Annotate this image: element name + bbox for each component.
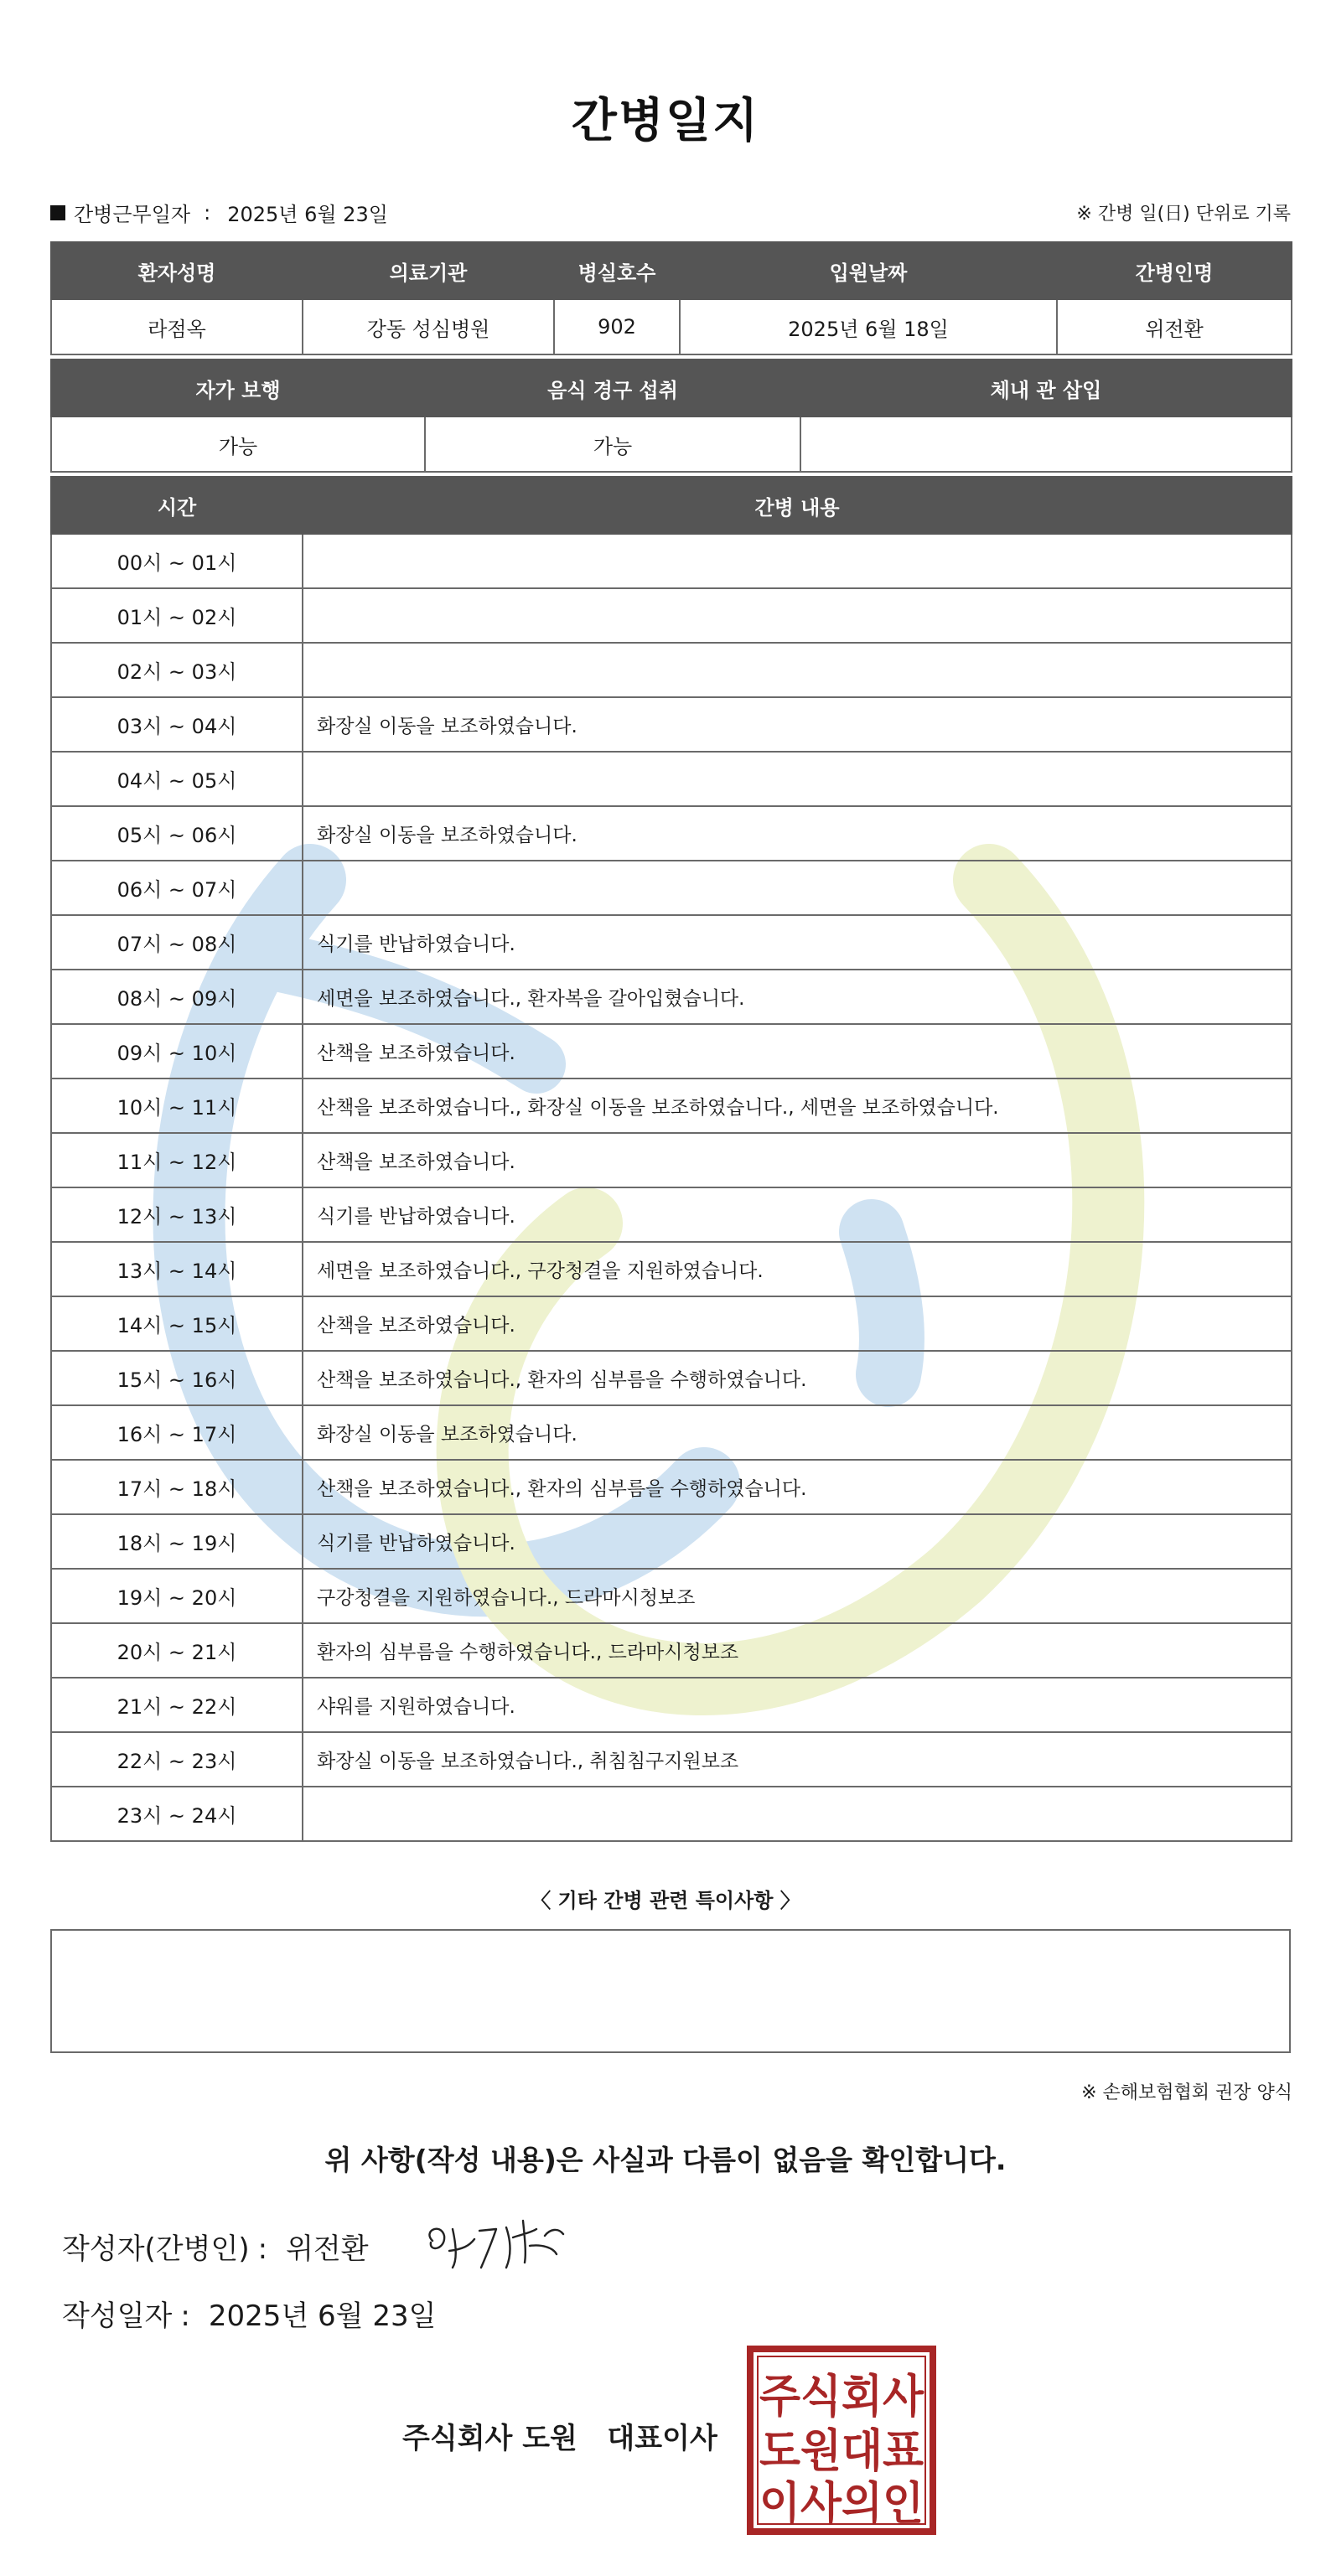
ability-header-row: [51, 360, 1292, 416]
care-content: 구강청결을 지원하였습니다., 드라마시청보조: [303, 1569, 1292, 1623]
care-content: 환자의 심부름을 수행하였습니다., 드라마시청보조: [303, 1623, 1292, 1678]
header-patient-name: 환자성명: [51, 242, 303, 299]
care-log-table: [50, 476, 1292, 1842]
seal-line-2: 도원대표: [759, 2424, 924, 2477]
time-slot: 16시 ~ 17시: [51, 1405, 303, 1460]
time-slot: 08시 ~ 09시: [51, 970, 303, 1024]
writer-label: 작성자(간병인): [62, 2232, 250, 2266]
patient-value-row: [51, 299, 1292, 354]
care-content: [303, 643, 1292, 697]
time-slot: 06시 ~ 07시: [51, 861, 303, 915]
header-oral-intake: 음식 경구 섭취: [425, 360, 800, 416]
care-content: [303, 752, 1292, 806]
daily-record-note: ※ 간병 일(日) 단위로 기록: [1076, 204, 1291, 225]
document-title: 간병일지: [571, 94, 760, 148]
care-content: 식기를 반납하였습니다.: [303, 915, 1292, 970]
writer-line: 작성자(간병인) : 위전환: [62, 2232, 369, 2266]
care-content: 화장실 이동을 보조하였습니다., 취침침구지원보조: [303, 1732, 1292, 1787]
care-content: 세면을 보조하였습니다., 구강청결을 지원하였습니다.: [303, 1242, 1292, 1296]
care-content: [303, 588, 1292, 643]
care-content: 산책을 보조하였습니다., 환자의 심부름을 수행하였습니다.: [303, 1351, 1292, 1405]
time-slot: 12시 ~ 13시: [51, 1187, 303, 1242]
care-content: 샤워를 지원하였습니다.: [303, 1678, 1292, 1732]
time-slot: 11시 ~ 12시: [51, 1133, 303, 1187]
time-slot: 01시 ~ 02시: [51, 588, 303, 643]
meta-row: 간병근무일자 : 2025년 6월 23일 ※ 간병 일(日) 단위로 기록: [50, 198, 1291, 228]
time-slot: 13시 ~ 14시: [51, 1242, 303, 1296]
table-row: [51, 1569, 1292, 1623]
table-row: [51, 1296, 1292, 1351]
time-slot: 05시 ~ 06시: [51, 806, 303, 861]
time-slot: 21시 ~ 22시: [51, 1678, 303, 1732]
time-slot: 07시 ~ 08시: [51, 915, 303, 970]
oral-intake-value: 가능: [425, 416, 800, 472]
table-row: [51, 1787, 1292, 1841]
patient-info-table: [50, 241, 1292, 355]
work-date-value: 2025년 6월 23일: [227, 203, 388, 226]
time-slot: 02시 ~ 03시: [51, 643, 303, 697]
remarks-title: 〈 기타 간병 관련 특이사항 〉: [531, 1889, 800, 1912]
table-row: [51, 806, 1292, 861]
care-content: 식기를 반납하였습니다.: [303, 1187, 1292, 1242]
table-row: [51, 1351, 1292, 1405]
table-row: [51, 697, 1292, 752]
patient-name: 라점옥: [51, 299, 303, 354]
time-slot: 15시 ~ 16시: [51, 1351, 303, 1405]
write-date-line: 작성일자 : 2025년 6월 23일: [62, 2299, 437, 2333]
tube-insertion-value: [800, 416, 1292, 472]
care-content: [303, 534, 1292, 588]
header-hospital: 의료기관: [303, 242, 554, 299]
time-slot: 22시 ~ 23시: [51, 1732, 303, 1787]
ability-value-row: [51, 416, 1292, 472]
care-content: 산책을 보조하였습니다., 화장실 이동을 보조하였습니다., 세면을 보조하였습니다.: [303, 1079, 1292, 1133]
table-row: [51, 1678, 1292, 1732]
table-row: [51, 1623, 1292, 1678]
table-row: [51, 1460, 1292, 1514]
care-content: 식기를 반납하였습니다.: [303, 1514, 1292, 1569]
time-slot: 20시 ~ 21시: [51, 1623, 303, 1678]
confirmation-statement: 위 사항(작성 내용)은 사실과 다름이 없음을 확인합니다.: [324, 2144, 1007, 2176]
admission-date: 2025년 6월 18일: [680, 299, 1057, 354]
care-content: 화장실 이동을 보조하였습니다.: [303, 806, 1292, 861]
work-date-label: 간병근무일자: [74, 203, 191, 226]
care-content: 화장실 이동을 보조하였습니다.: [303, 1405, 1292, 1460]
time-slot: 03시 ~ 04시: [51, 697, 303, 752]
square-bullet-icon: [50, 205, 65, 220]
remarks-box: [50, 1929, 1291, 2053]
table-row: [51, 1514, 1292, 1569]
time-slot: 18시 ~ 19시: [51, 1514, 303, 1569]
table-row: [51, 1024, 1292, 1079]
care-content: 세면을 보조하였습니다., 환자복을 갈아입혔습니다.: [303, 970, 1292, 1024]
header-room: 병실호수: [554, 242, 680, 299]
care-content: 산책을 보조하였습니다.: [303, 1133, 1292, 1187]
table-row: [51, 1405, 1292, 1460]
signature-scribble: [419, 2212, 587, 2279]
table-row: [51, 915, 1292, 970]
table-row: [51, 588, 1292, 643]
header-tube-insertion: 체내 관 삽입: [800, 360, 1292, 416]
care-log-header-row: [51, 477, 1292, 534]
table-row: [51, 1732, 1292, 1787]
company-seal-icon: [746, 2345, 937, 2536]
seal-line-1: 주식회사: [759, 2370, 924, 2423]
table-row: [51, 1187, 1292, 1242]
self-walking-value: 가능: [51, 416, 425, 472]
header-self-walking: 자가 보행: [51, 360, 425, 416]
hospital-name: 강동 성심병원: [303, 299, 554, 354]
header-admission-date: 입원날짜: [680, 242, 1057, 299]
care-content: [303, 1787, 1292, 1841]
header-caregiver-name: 간병인명: [1057, 242, 1292, 299]
time-slot: 17시 ~ 18시: [51, 1460, 303, 1514]
time-slot: 19시 ~ 20시: [51, 1569, 303, 1623]
time-slot: 04시 ~ 05시: [51, 752, 303, 806]
table-row: [51, 1133, 1292, 1187]
caregiver-name: 위전환: [1057, 299, 1292, 354]
table-row: [51, 534, 1292, 588]
care-content: 산책을 보조하였습니다., 환자의 심부름을 수행하였습니다.: [303, 1460, 1292, 1514]
patient-header-row: [51, 242, 1292, 299]
care-content: [303, 861, 1292, 915]
time-slot: 14시 ~ 15시: [51, 1296, 303, 1351]
table-row: [51, 970, 1292, 1024]
table-row: [51, 1242, 1292, 1296]
room-number: 902: [554, 299, 680, 354]
time-slot: 23시 ~ 24시: [51, 1787, 303, 1841]
table-row: [51, 861, 1292, 915]
care-content: 화장실 이동을 보조하였습니다.: [303, 697, 1292, 752]
care-content: 산책을 보조하였습니다.: [303, 1024, 1292, 1079]
company-representative: 주식회사 도원 대표이사: [402, 2422, 717, 2455]
time-slot: 10시 ~ 11시: [51, 1079, 303, 1133]
table-row: [51, 752, 1292, 806]
form-note: ※ 손해보험협회 권장 양식: [1081, 2082, 1292, 2103]
writer-name: 위전환: [286, 2232, 369, 2266]
time-slot: 09시 ~ 10시: [51, 1024, 303, 1079]
seal-line-3: 이사의인: [759, 2477, 924, 2530]
table-row: [51, 643, 1292, 697]
time-slot: 00시 ~ 01시: [51, 534, 303, 588]
patient-ability-table: [50, 359, 1292, 473]
header-care-content: 간병 내용: [303, 477, 1292, 534]
table-row: [51, 1079, 1292, 1133]
header-time: 시간: [51, 477, 303, 534]
care-content: 산책을 보조하였습니다.: [303, 1296, 1292, 1351]
write-date-label: 작성일자: [62, 2299, 173, 2333]
write-date-value: 2025년 6월 23일: [208, 2299, 437, 2333]
